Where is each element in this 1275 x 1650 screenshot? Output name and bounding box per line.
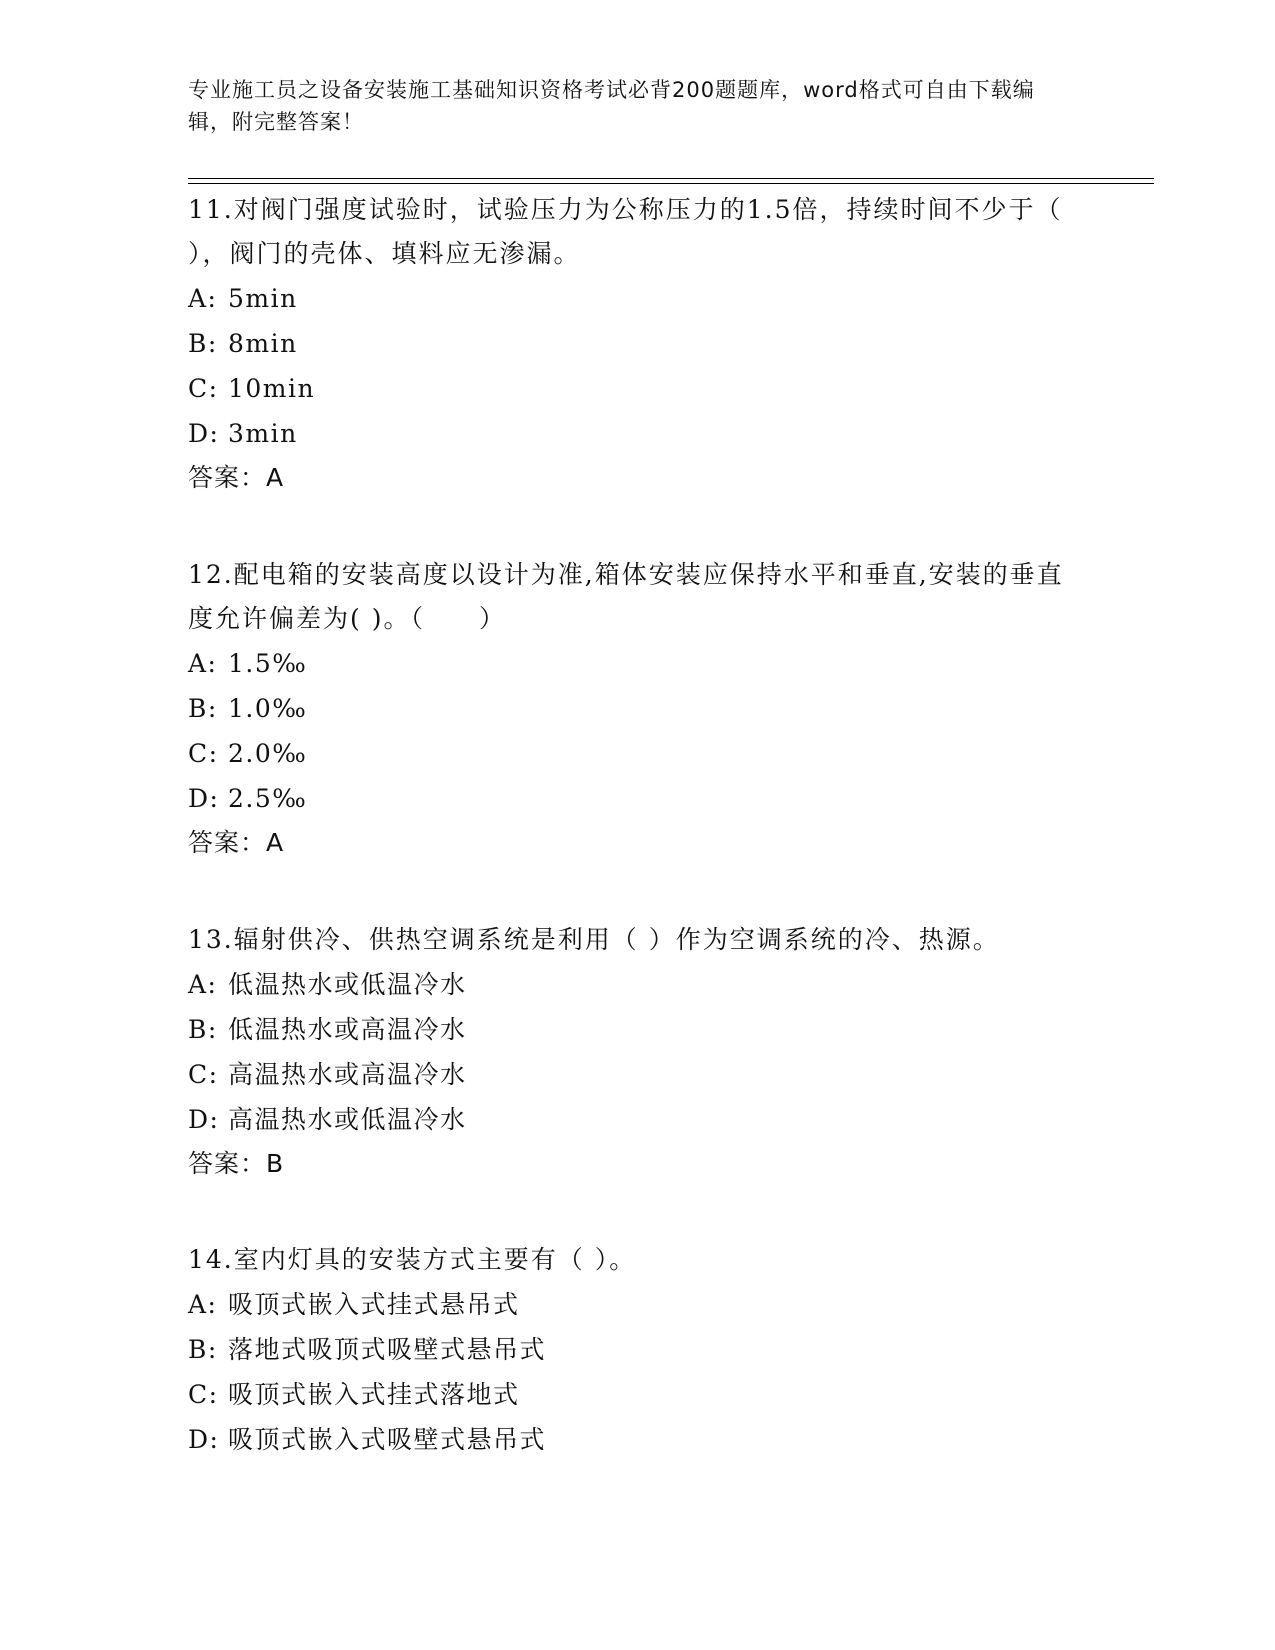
answer-line: 答案：B: [188, 1149, 285, 1178]
option-b: [188, 686, 1088, 731]
option-text: 3min: [228, 419, 298, 448]
question-11: [188, 188, 1088, 500]
option-text: 10min: [228, 374, 316, 403]
option-c: [188, 1372, 1088, 1417]
option-a: [188, 276, 1088, 321]
option-c: [188, 1052, 1088, 1097]
option-text: 2.0‰: [228, 739, 308, 768]
option-letter: C:: [188, 1060, 219, 1089]
question-stem: 11.对阀门强度试验时，试验压力为公称压力的1.5倍，持续时间不少于（ ），阀门的壳体、填料应无渗漏。: [188, 195, 1063, 268]
option-c: [188, 366, 1088, 411]
option-text: 1.0‰: [228, 694, 308, 723]
option-letter: C:: [188, 1380, 219, 1409]
option-b: [188, 1007, 1088, 1052]
option-d: [188, 1097, 1088, 1142]
option-b: [188, 321, 1088, 366]
option-letter: C:: [188, 374, 219, 403]
option-text: 高温热水或低温冷水: [228, 1105, 467, 1134]
option-text: 5min: [228, 284, 298, 313]
header-divider-bottom: [188, 183, 1154, 184]
option-text: 吸顶式嵌入式挂式落地式: [228, 1380, 520, 1409]
answer-line: 答案：A: [188, 828, 285, 857]
option-d: [188, 1417, 1088, 1462]
question-14: [188, 1238, 1088, 1462]
option-text: 吸顶式嵌入式吸壁式悬吊式: [228, 1425, 547, 1454]
option-text: 低温热水或高温冷水: [228, 1015, 467, 1044]
option-d: [188, 411, 1088, 456]
option-text: 高温热水或高温冷水: [228, 1060, 467, 1089]
option-text: 吸顶式嵌入式挂式悬吊式: [228, 1290, 520, 1319]
option-letter: A:: [188, 1290, 218, 1319]
option-letter: D:: [188, 1105, 220, 1134]
option-text: 8min: [228, 329, 298, 358]
option-a: [188, 641, 1088, 686]
option-a: [188, 962, 1088, 1007]
option-letter: B:: [188, 694, 218, 723]
question-13: [188, 918, 1088, 1186]
option-text: 1.5‰: [228, 649, 308, 678]
option-letter: A:: [188, 970, 218, 999]
option-text: 落地式吸顶式吸壁式悬吊式: [228, 1335, 547, 1364]
option-letter: B:: [188, 1015, 218, 1044]
option-b: [188, 1327, 1088, 1372]
option-letter: D:: [188, 419, 220, 448]
document-header: 专业施工员之设备安装施工基础知识资格考试必背200题题库，word格式可自由下载编辑，附完整答案！: [188, 78, 1035, 134]
option-letter: B:: [188, 329, 218, 358]
question-stem: 12.配电箱的安装高度以设计为准,箱体安装应保持水平和垂直,安装的垂直度允许偏差为( )。（ ）: [188, 560, 1064, 633]
option-letter: A:: [188, 649, 218, 678]
option-text: 2.5‰: [228, 784, 308, 813]
option-letter: D:: [188, 1425, 220, 1454]
option-letter: D:: [188, 784, 220, 813]
option-letter: A:: [188, 284, 218, 313]
question-stem: 14.室内灯具的安装方式主要有（ ）。: [188, 1245, 637, 1274]
question-12: [188, 553, 1088, 865]
question-stem: 13.辐射供冷、供热空调系统是利用（ ）作为空调系统的冷、热源。: [188, 925, 1000, 954]
option-letter: C:: [188, 739, 219, 768]
option-d: [188, 776, 1088, 821]
header-divider-top: [188, 178, 1154, 179]
option-a: [188, 1282, 1088, 1327]
option-text: 低温热水或低温冷水: [228, 970, 467, 999]
option-c: [188, 731, 1088, 776]
option-letter: B:: [188, 1335, 218, 1364]
answer-line: 答案：A: [188, 463, 285, 492]
